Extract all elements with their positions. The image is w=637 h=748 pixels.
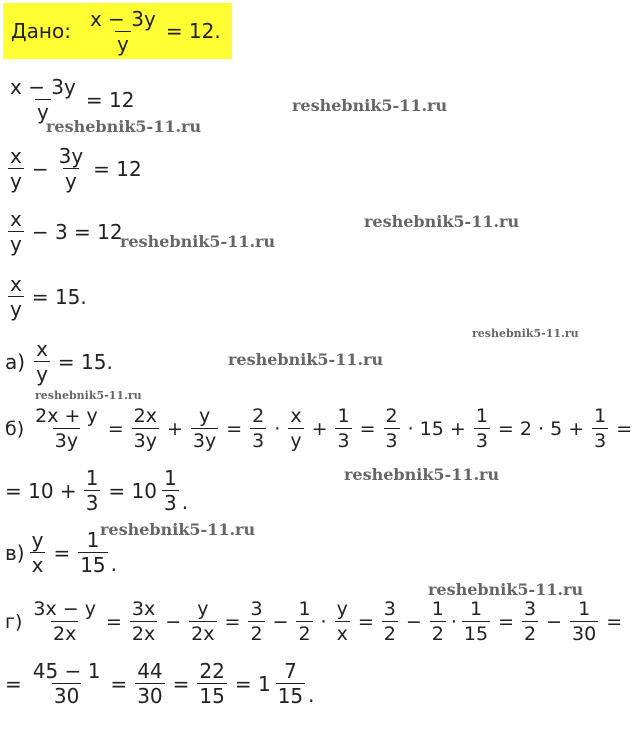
- part-b-continued: [5, 467, 188, 514]
- fraction: [8, 273, 24, 320]
- given-fraction: [88, 8, 158, 55]
- numerator: 3x: [131, 598, 156, 620]
- fraction: [430, 598, 446, 645]
- denominator: x: [31, 553, 44, 577]
- denominator: y: [37, 100, 49, 124]
- denominator: y: [10, 169, 22, 193]
- fraction: [384, 405, 400, 452]
- numerator: x: [10, 272, 22, 296]
- numerator: 44: [137, 659, 163, 683]
- fraction: [30, 529, 46, 576]
- fraction: [132, 405, 159, 452]
- denominator: 2: [383, 623, 396, 645]
- denominator: 2: [524, 623, 537, 645]
- equals-sign: =: [172, 671, 190, 696]
- numerator: 1: [469, 598, 483, 620]
- fraction: [462, 598, 490, 645]
- equals-sign: =: [107, 417, 124, 440]
- numerator: 1: [164, 466, 177, 490]
- expression-text: · 15 +: [407, 417, 466, 440]
- fraction: [592, 405, 608, 452]
- fraction: [135, 660, 164, 707]
- numerator: y: [197, 598, 209, 620]
- denominator: 30: [572, 623, 597, 645]
- step-4: [5, 273, 92, 320]
- given-label: Дано:: [11, 19, 71, 43]
- fraction: [474, 405, 490, 452]
- dot-sign: ·: [450, 610, 457, 633]
- watermark: reshebnik5-11.ru: [472, 327, 579, 340]
- equals-sign: =: [498, 610, 515, 633]
- numerator: y: [198, 405, 211, 427]
- numerator: x: [36, 337, 48, 361]
- plus-sign: +: [311, 417, 328, 440]
- expression-text: = 10: [108, 478, 157, 503]
- denominator: y: [116, 31, 129, 56]
- fraction: [191, 405, 218, 452]
- part-label: в): [5, 540, 25, 565]
- numerator: y: [336, 598, 348, 620]
- numerator: 2x + y: [35, 405, 98, 427]
- numerator: 1: [594, 405, 607, 427]
- numerator: 1: [431, 598, 444, 620]
- denominator: y: [36, 362, 48, 386]
- part-label: г): [5, 610, 23, 633]
- part-g: [5, 598, 627, 645]
- denominator: 30: [137, 684, 163, 708]
- numerator: 1: [298, 598, 311, 620]
- equation-rest: = 12: [93, 156, 142, 181]
- part-a: [5, 338, 118, 385]
- denominator: 3: [594, 430, 607, 452]
- denominator: 3: [252, 430, 265, 452]
- watermark: reshebnik5-11.ru: [228, 350, 384, 369]
- denominator: y: [64, 169, 77, 193]
- numerator: 3x − y: [33, 598, 96, 620]
- numerator: y: [31, 528, 44, 552]
- fraction: [57, 145, 86, 192]
- denominator: 2x: [191, 623, 215, 645]
- equation-rest: − 3 = 12: [31, 219, 123, 244]
- minus-sign: −: [405, 610, 422, 633]
- equation-rest: = 15.: [31, 284, 87, 309]
- numerator: 3y: [58, 144, 84, 168]
- part-b: [5, 405, 637, 452]
- fraction: [382, 598, 398, 645]
- numerator: 2: [385, 405, 398, 427]
- equals-sign: =: [616, 417, 633, 440]
- fraction: [276, 660, 305, 707]
- minus-sign: −: [546, 610, 563, 633]
- denominator: 3y: [192, 430, 217, 452]
- numerator: 3: [524, 598, 537, 620]
- period: .: [110, 552, 118, 576]
- numerator: 2x: [133, 405, 157, 427]
- fraction: [248, 598, 264, 645]
- denominator: 3y: [54, 430, 79, 452]
- equals-sign: =: [5, 671, 22, 696]
- fraction: [250, 405, 266, 452]
- numerator: 1: [86, 528, 100, 552]
- fraction: [130, 598, 157, 645]
- expression-text: = 1: [234, 671, 271, 696]
- watermark: reshebnik5-11.ru: [292, 96, 448, 115]
- watermark: reshebnik5-11.ru: [100, 520, 256, 539]
- fraction: [31, 660, 103, 707]
- given-line: [3, 3, 232, 59]
- numerator: 22: [199, 659, 225, 683]
- denominator: 15: [277, 684, 304, 708]
- denominator: x: [336, 623, 348, 645]
- fraction: [335, 405, 351, 452]
- numerator: 1: [337, 405, 350, 427]
- numerator: x − 3y: [10, 75, 76, 99]
- fraction: [335, 598, 350, 645]
- numerator: 3: [383, 598, 396, 620]
- watermark: reshebnik5-11.ru: [428, 580, 584, 599]
- fraction: [522, 598, 538, 645]
- numerator: 7: [284, 659, 297, 683]
- fraction: [162, 467, 179, 514]
- fraction: [197, 660, 226, 707]
- equals-sign: =: [110, 671, 128, 696]
- fraction: [33, 405, 100, 452]
- denominator: y: [10, 297, 22, 321]
- watermark: reshebnik5-11.ru: [364, 212, 520, 231]
- equation-rest: = 15.: [57, 349, 113, 374]
- fraction: [189, 598, 216, 645]
- numerator: 45 − 1: [32, 659, 101, 683]
- step-1: [5, 76, 139, 123]
- equals-sign: =: [606, 610, 623, 633]
- denominator: 2: [250, 623, 263, 645]
- numerator: 1: [475, 405, 488, 427]
- fraction: [31, 598, 98, 645]
- denominator: 3: [85, 491, 99, 515]
- denominator: 3: [164, 491, 177, 515]
- denominator: 3y: [133, 430, 157, 452]
- watermark: reshebnik5-11.ru: [46, 117, 202, 136]
- numerator: x − 3y: [89, 6, 156, 31]
- numerator: x: [290, 405, 302, 427]
- denominator: 30: [53, 684, 80, 708]
- period: .: [308, 683, 315, 707]
- expression-text: = 2 · 5 +: [497, 417, 585, 440]
- fraction: [8, 76, 78, 123]
- plus-sign: +: [166, 417, 183, 440]
- fraction: [8, 208, 24, 255]
- minus-sign: −: [272, 610, 289, 633]
- step-3: [5, 208, 128, 255]
- watermark: reshebnik5-11.ru: [120, 232, 276, 251]
- fraction: [288, 405, 303, 452]
- denominator: 15: [199, 684, 225, 708]
- numerator: 1: [578, 598, 591, 620]
- denominator: 2x: [131, 623, 156, 645]
- equals-sign: =: [224, 610, 241, 633]
- watermark: reshebnik5-11.ru: [344, 465, 500, 484]
- fraction: [84, 467, 101, 514]
- part-label: б): [5, 417, 25, 440]
- denominator: 2: [431, 623, 444, 645]
- step-2: [5, 145, 147, 192]
- denominator: 15: [80, 553, 106, 577]
- numerator: x: [10, 144, 22, 168]
- fraction: [296, 598, 312, 645]
- equation-rest: = 12: [85, 87, 135, 112]
- expression-text: = 10 +: [5, 478, 77, 503]
- denominator: 2x: [53, 623, 77, 645]
- minus-sign: −: [31, 156, 49, 181]
- denominator: y: [10, 232, 22, 256]
- watermark: reshebnik5-11.ru: [35, 389, 142, 402]
- fraction: [570, 598, 598, 645]
- fraction: [8, 145, 24, 192]
- denominator: 3: [475, 430, 488, 452]
- part-g-continued: [5, 660, 315, 707]
- denominator: 3: [385, 430, 398, 452]
- period: .: [181, 490, 189, 514]
- equals-sign: =: [105, 610, 122, 633]
- numerator: 1: [85, 466, 99, 490]
- denominator: 3: [337, 430, 350, 452]
- numerator: x: [10, 207, 22, 231]
- part-label: а): [5, 349, 26, 374]
- denominator: y: [290, 430, 302, 452]
- equals-sign: =: [226, 417, 243, 440]
- equation-rest: = 12.: [165, 19, 221, 43]
- numerator: 3: [250, 598, 263, 620]
- dot-sign: ·: [274, 417, 281, 440]
- denominator: 2: [298, 623, 311, 645]
- fraction: [34, 338, 50, 385]
- numerator: 2: [252, 405, 265, 427]
- equals-sign: =: [359, 417, 376, 440]
- denominator: 15: [463, 623, 489, 645]
- equals-sign: =: [53, 540, 71, 565]
- minus-sign: −: [165, 610, 182, 633]
- equals-sign: =: [357, 610, 374, 633]
- dot-sign: ·: [320, 610, 327, 633]
